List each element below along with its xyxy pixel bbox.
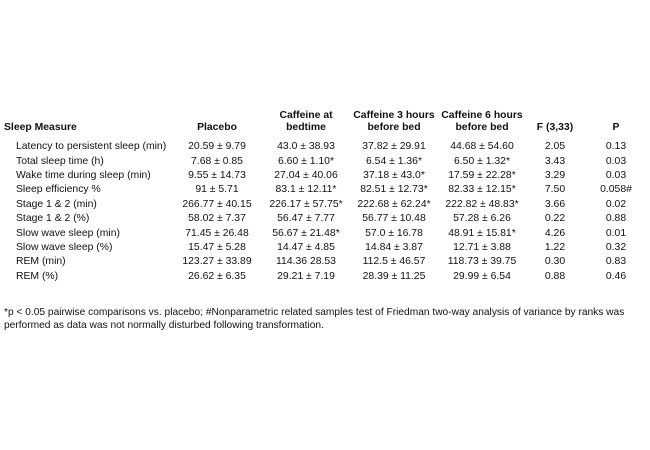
cell-f-stat: 0.22	[544, 213, 566, 225]
table-footnote: *p < 0.05 pairwise comparisons vs. placebo; #Nonparametric related samples test of Friedman two-way analysis of variance by ranks was performed as data was not normally disturbed following transformation.	[4, 307, 625, 331]
cell-placebo: 71.45 ± 26.48	[185, 227, 249, 239]
cell-caffeine-3h: 14.84 ± 3.87	[365, 241, 423, 253]
cell-f-stat: 7.50	[544, 184, 566, 196]
header-f-stat: F (3,33)	[536, 122, 574, 133]
table-row	[4, 270, 648, 284]
header-placebo: Placebo	[197, 122, 237, 133]
cell-p-value: 0.88	[605, 213, 627, 225]
header-caffeine-6h: Caffeine 6 hours before bed	[441, 110, 523, 133]
cell-caffeine-3h: 37.18 ± 43.0*	[363, 169, 425, 181]
cell-caffeine-bedtime: 226.17 ± 57.75*	[269, 198, 343, 210]
cell-caffeine-3h: 37.82 ± 29.91	[362, 141, 426, 153]
cell-placebo: 15.47 ± 5.28	[188, 241, 246, 253]
cell-caffeine-6h: 29.99 ± 6.54	[453, 270, 511, 282]
cell-caffeine-bedtime: 56.47 ± 7.77	[277, 213, 335, 225]
cell-measure: REM (%)	[16, 270, 59, 282]
cell-p-value: 0.46	[605, 270, 627, 282]
cell-caffeine-3h: 56.77 ± 10.48	[362, 213, 426, 225]
header-caffeine-bedtime: Caffeine at bedtime	[279, 110, 333, 133]
cell-p-value: 0.83	[605, 256, 627, 268]
cell-caffeine-6h: 82.33 ± 12.15*	[448, 184, 516, 196]
cell-measure: Wake time during sleep (min)	[16, 169, 151, 181]
cell-placebo: 123.27 ± 33.89	[182, 256, 252, 268]
sleep-measures-table-container	[4, 110, 648, 284]
cell-caffeine-3h: 6.54 ± 1.36*	[366, 155, 422, 167]
cell-measure: Stage 1 & 2 (min)	[16, 198, 97, 210]
cell-placebo: 58.02 ± 7.37	[188, 213, 246, 225]
cell-measure: Total sleep time (h)	[16, 155, 104, 167]
cell-caffeine-6h: 17.59 ± 22.28*	[448, 169, 516, 181]
header-sleep-measure: Sleep Measure	[4, 122, 77, 133]
cell-caffeine-bedtime: 43.0 ± 38.93	[277, 141, 335, 153]
table-row	[4, 198, 648, 212]
cell-p-value: 0.01	[605, 227, 627, 239]
table-body	[4, 140, 648, 284]
cell-measure: Slow wave sleep (min)	[16, 227, 120, 239]
table-header-row	[4, 110, 648, 140]
table-row	[4, 241, 648, 255]
cell-caffeine-6h: 12.71 ± 3.88	[453, 241, 511, 253]
cell-f-stat: 2.05	[544, 141, 566, 153]
cell-p-value: 0.058#	[600, 184, 632, 196]
sleep-measures-table	[4, 110, 648, 284]
cell-f-stat: 3.66	[544, 198, 566, 210]
cell-caffeine-bedtime: 14.47 ± 4.85	[277, 241, 335, 253]
cell-caffeine-bedtime: 114.36 28.53	[276, 256, 336, 268]
cell-p-value: 0.03	[605, 169, 627, 181]
table-row	[4, 226, 648, 240]
header-caffeine-3h: Caffeine 3 hours before bed	[353, 110, 435, 133]
cell-caffeine-bedtime: 83.1 ± 12.11*	[275, 184, 337, 196]
header-p-value: P	[612, 122, 620, 133]
cell-placebo: 266.77 ± 40.15	[182, 198, 252, 210]
cell-caffeine-3h: 28.39 ± 11.25	[362, 270, 426, 282]
cell-caffeine-6h: 44.68 ± 54.60	[450, 141, 514, 153]
cell-caffeine-bedtime: 6.60 ± 1.10*	[278, 155, 334, 167]
cell-measure: Sleep efficiency %	[16, 184, 101, 196]
cell-f-stat: 1.22	[544, 241, 566, 253]
table-row	[4, 183, 648, 197]
cell-p-value: 0.03	[605, 155, 627, 167]
cell-caffeine-3h: 82.51 ± 12.73*	[360, 184, 428, 196]
cell-caffeine-bedtime: 27.04 ± 40.06	[274, 169, 338, 181]
cell-placebo: 26.62 ± 6.35	[188, 270, 246, 282]
cell-measure: Latency to persistent sleep (min)	[16, 141, 167, 153]
cell-placebo: 9.55 ± 14.73	[188, 169, 246, 181]
cell-placebo: 20.59 ± 9.79	[188, 141, 246, 153]
cell-caffeine-6h: 118.73 ± 39.75	[447, 256, 517, 268]
cell-caffeine-6h: 6.50 ± 1.32*	[454, 155, 510, 167]
cell-caffeine-6h: 57.28 ± 6.26	[453, 213, 511, 225]
cell-caffeine-3h: 57.0 ± 16.78	[365, 227, 423, 239]
cell-p-value: 0.13	[605, 141, 627, 153]
cell-placebo: 91 ± 5.71	[195, 184, 239, 196]
cell-caffeine-6h: 222.82 ± 48.83*	[445, 198, 519, 210]
cell-f-stat: 4.26	[544, 227, 566, 239]
cell-p-value: 0.32	[605, 241, 627, 253]
cell-f-stat: 3.29	[544, 169, 566, 181]
cell-f-stat: 0.88	[544, 270, 566, 282]
cell-caffeine-3h: 112.5 ± 46.57	[362, 256, 426, 268]
table-row	[4, 140, 648, 154]
cell-measure: Stage 1 & 2 (%)	[16, 213, 90, 225]
table-row	[4, 154, 648, 168]
table-row	[4, 255, 648, 269]
table-row	[4, 169, 648, 183]
table-row	[4, 212, 648, 226]
cell-caffeine-6h: 48.91 ± 15.81*	[448, 227, 516, 239]
cell-measure: Slow wave sleep (%)	[16, 241, 113, 253]
cell-caffeine-3h: 222.68 ± 62.24*	[357, 198, 431, 210]
cell-caffeine-bedtime: 29.21 ± 7.19	[277, 270, 335, 282]
cell-f-stat: 3.43	[544, 155, 566, 167]
cell-f-stat: 0.30	[544, 256, 566, 268]
cell-caffeine-bedtime: 56.67 ± 21.48*	[272, 227, 340, 239]
cell-p-value: 0.02	[605, 198, 627, 210]
cell-measure: REM (min)	[16, 256, 66, 268]
cell-placebo: 7.68 ± 0.85	[191, 155, 243, 167]
